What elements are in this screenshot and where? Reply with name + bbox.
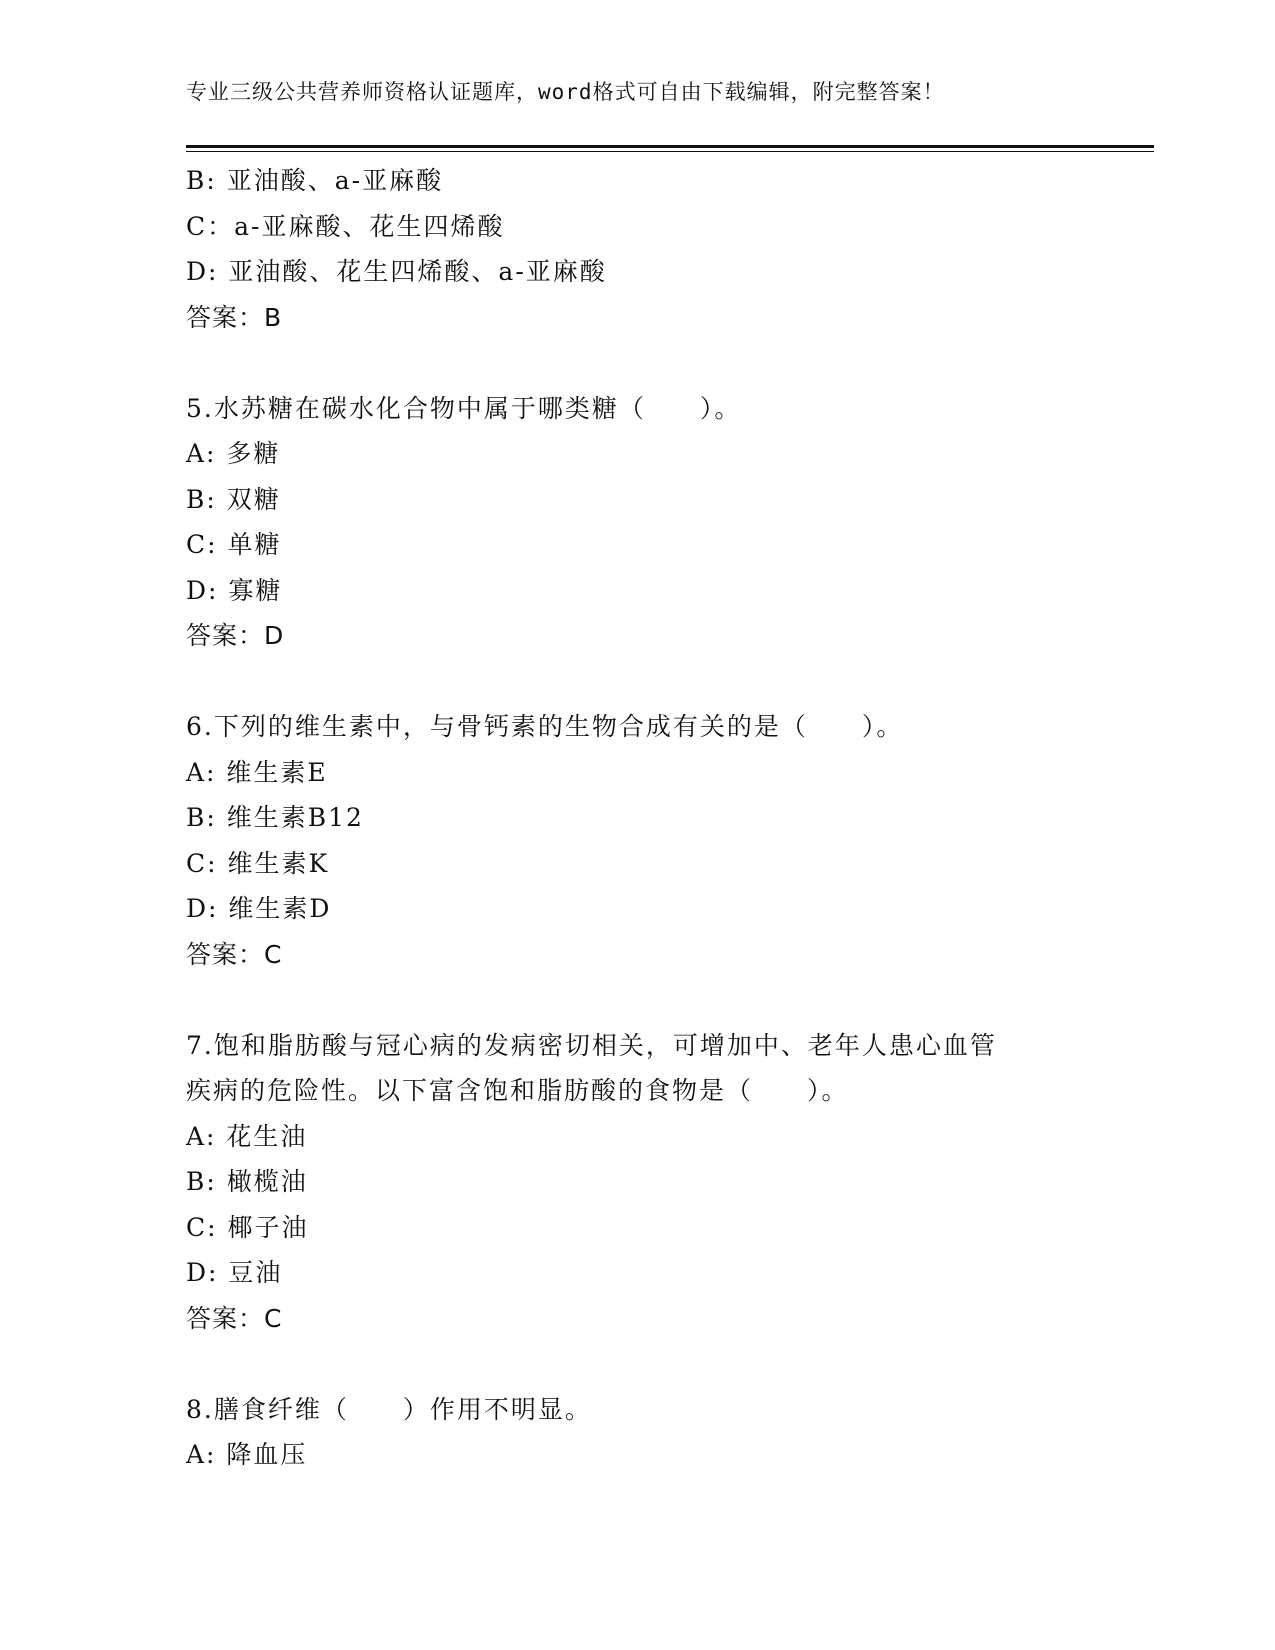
option-a: A: 多糖 xyxy=(186,439,281,468)
option-d: D: 亚油酸、花生四烯酸、a-亚麻酸 xyxy=(186,257,607,286)
option-d: D: 维生素D xyxy=(186,894,332,923)
spacer xyxy=(186,977,1086,1023)
question-5-stem: 5.水苏糖在碳水化合物中属于哪类糖（ ）。 xyxy=(186,393,742,423)
option-c: C：a-亚麻酸、花生四烯酸 xyxy=(186,211,505,241)
question-content xyxy=(186,158,1086,1478)
question-7-stem-line-2: 疾病的危险性。以下富含饱和脂肪酸的食物是（ ）。 xyxy=(186,1076,849,1105)
page-header: 专业三级公共营养师资格认证题库，word格式可自由下载编辑，附完整答案！ xyxy=(186,80,945,104)
spacer xyxy=(186,659,1086,705)
option-b: B: 亚油酸、a-亚麻酸 xyxy=(186,166,444,195)
option-a: A: 维生素E xyxy=(186,757,328,787)
question-7-stem-line-1: 7.饱和脂肪酸与冠心病的发病密切相关，可增加中、老年人患心血管 xyxy=(186,1030,997,1060)
answer: 答案：C xyxy=(186,1303,283,1333)
question-8-stem: 8.膳食纤维（ ）作用不明显。 xyxy=(186,1394,592,1424)
spacer xyxy=(186,1341,1086,1387)
answer: 答案：C xyxy=(186,939,283,969)
option-b: B: 维生素B12 xyxy=(186,803,364,832)
option-b: B: 橄榄油 xyxy=(186,1167,308,1196)
question-6-stem: 6.下列的维生素中，与骨钙素的生物合成有关的是（ ）。 xyxy=(186,712,904,741)
option-d: D: 寡糖 xyxy=(186,575,283,605)
option-a: A: 花生油 xyxy=(186,1121,308,1151)
spacer xyxy=(186,340,1086,386)
option-c: C: 椰子油 xyxy=(186,1212,309,1242)
option-d: D: 豆油 xyxy=(186,1258,283,1287)
option-b: B: 双糖 xyxy=(186,484,281,514)
answer: 答案：B xyxy=(186,302,283,332)
header-rule-thick xyxy=(186,145,1154,148)
header-rule-thin xyxy=(186,151,1154,152)
option-c: C: 维生素K xyxy=(186,848,330,878)
option-a: A: 降血压 xyxy=(186,1440,308,1469)
answer: 答案：D xyxy=(186,621,285,650)
option-c: C: 单糖 xyxy=(186,530,282,559)
